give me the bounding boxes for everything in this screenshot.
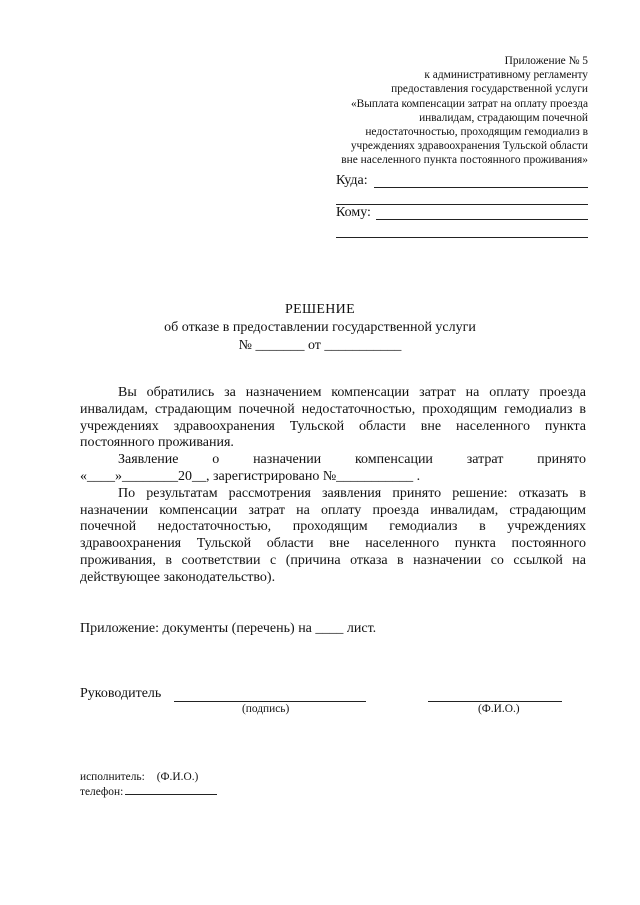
executor-block [80, 770, 217, 799]
whom-row [336, 204, 588, 222]
name-caption: (Ф.И.О.) [478, 703, 520, 715]
title-subtitle: об отказе в предоставлении государственной услуги [164, 320, 476, 335]
paragraph-decision: По результатам рассмотрения заявления принято решение: отказать в назначении компенсации затрат на оплату проезда инвалидам, страдающим почечной недостаточностью, проходящим гемодиализ в учреждениях здравоохранения Тульской области вне населенного пункта постоянного проживания, в соответствии с (причина отказа в назначении со ссылкой на действующее законодательство). [80, 485, 586, 585]
whom-field-line [376, 219, 588, 220]
paragraph-application-line2: «____»________20__, зарегистрировано №___________ . [80, 468, 421, 484]
paragraph-request: Вы обратились за назначением компенсации затрат на оплату проезда инвалидам, страдающим почечной недостаточностью, проходящим гемодиализ в учреждениях здравоохранения Тульской области вне населенного пункта постоянного проживания. [80, 385, 586, 451]
signature-block [80, 686, 586, 726]
executor-label: исполнитель: [80, 771, 145, 783]
whom-label: Кому: [336, 205, 371, 220]
appendix-line: инвалидам, страдающим почечной [419, 111, 588, 124]
title-number-line: № _______ от ___________ [238, 338, 402, 353]
signature-caption: (подпись) [242, 703, 290, 715]
appendix-line: недостаточностью, проходящим гемодиализ в [365, 126, 588, 139]
phone-row [80, 784, 217, 799]
appendix-line: «Выплата компенсации затрат на оплату проезда [350, 97, 588, 110]
appendix-line: вне населенного пункта постоянного проживания» [341, 154, 588, 167]
appendix-line: Приложение № 5 [504, 55, 588, 67]
whom-field-line-2 [336, 237, 588, 238]
document-title [0, 301, 640, 355]
signature-line [174, 701, 366, 702]
paragraph-application-line1: Заявление о назначении компенсации затрат принято [118, 452, 586, 468]
phone-label: телефон: [80, 786, 124, 798]
appendix-line: предоставления государственной услуги [391, 83, 588, 96]
decision-body [80, 385, 586, 587]
appendix-note [288, 54, 588, 168]
attachment-line: Приложение: документы (перечень) на ____ лист. [80, 621, 377, 636]
title-main: РЕШЕНИЕ [285, 302, 355, 317]
name-line [428, 701, 562, 702]
appendix-line: учреждениях здравоохранения Тульской области [350, 140, 588, 153]
executor-row [80, 770, 217, 784]
appendix-line: к административному регламенту [424, 69, 588, 82]
to-field-line [374, 187, 588, 188]
to-row [336, 172, 588, 190]
signer-role: Руководитель [80, 686, 162, 701]
phone-field-line [125, 784, 217, 795]
executor-value: (Ф.И.О.) [156, 771, 199, 783]
to-label: Куда: [336, 173, 368, 188]
